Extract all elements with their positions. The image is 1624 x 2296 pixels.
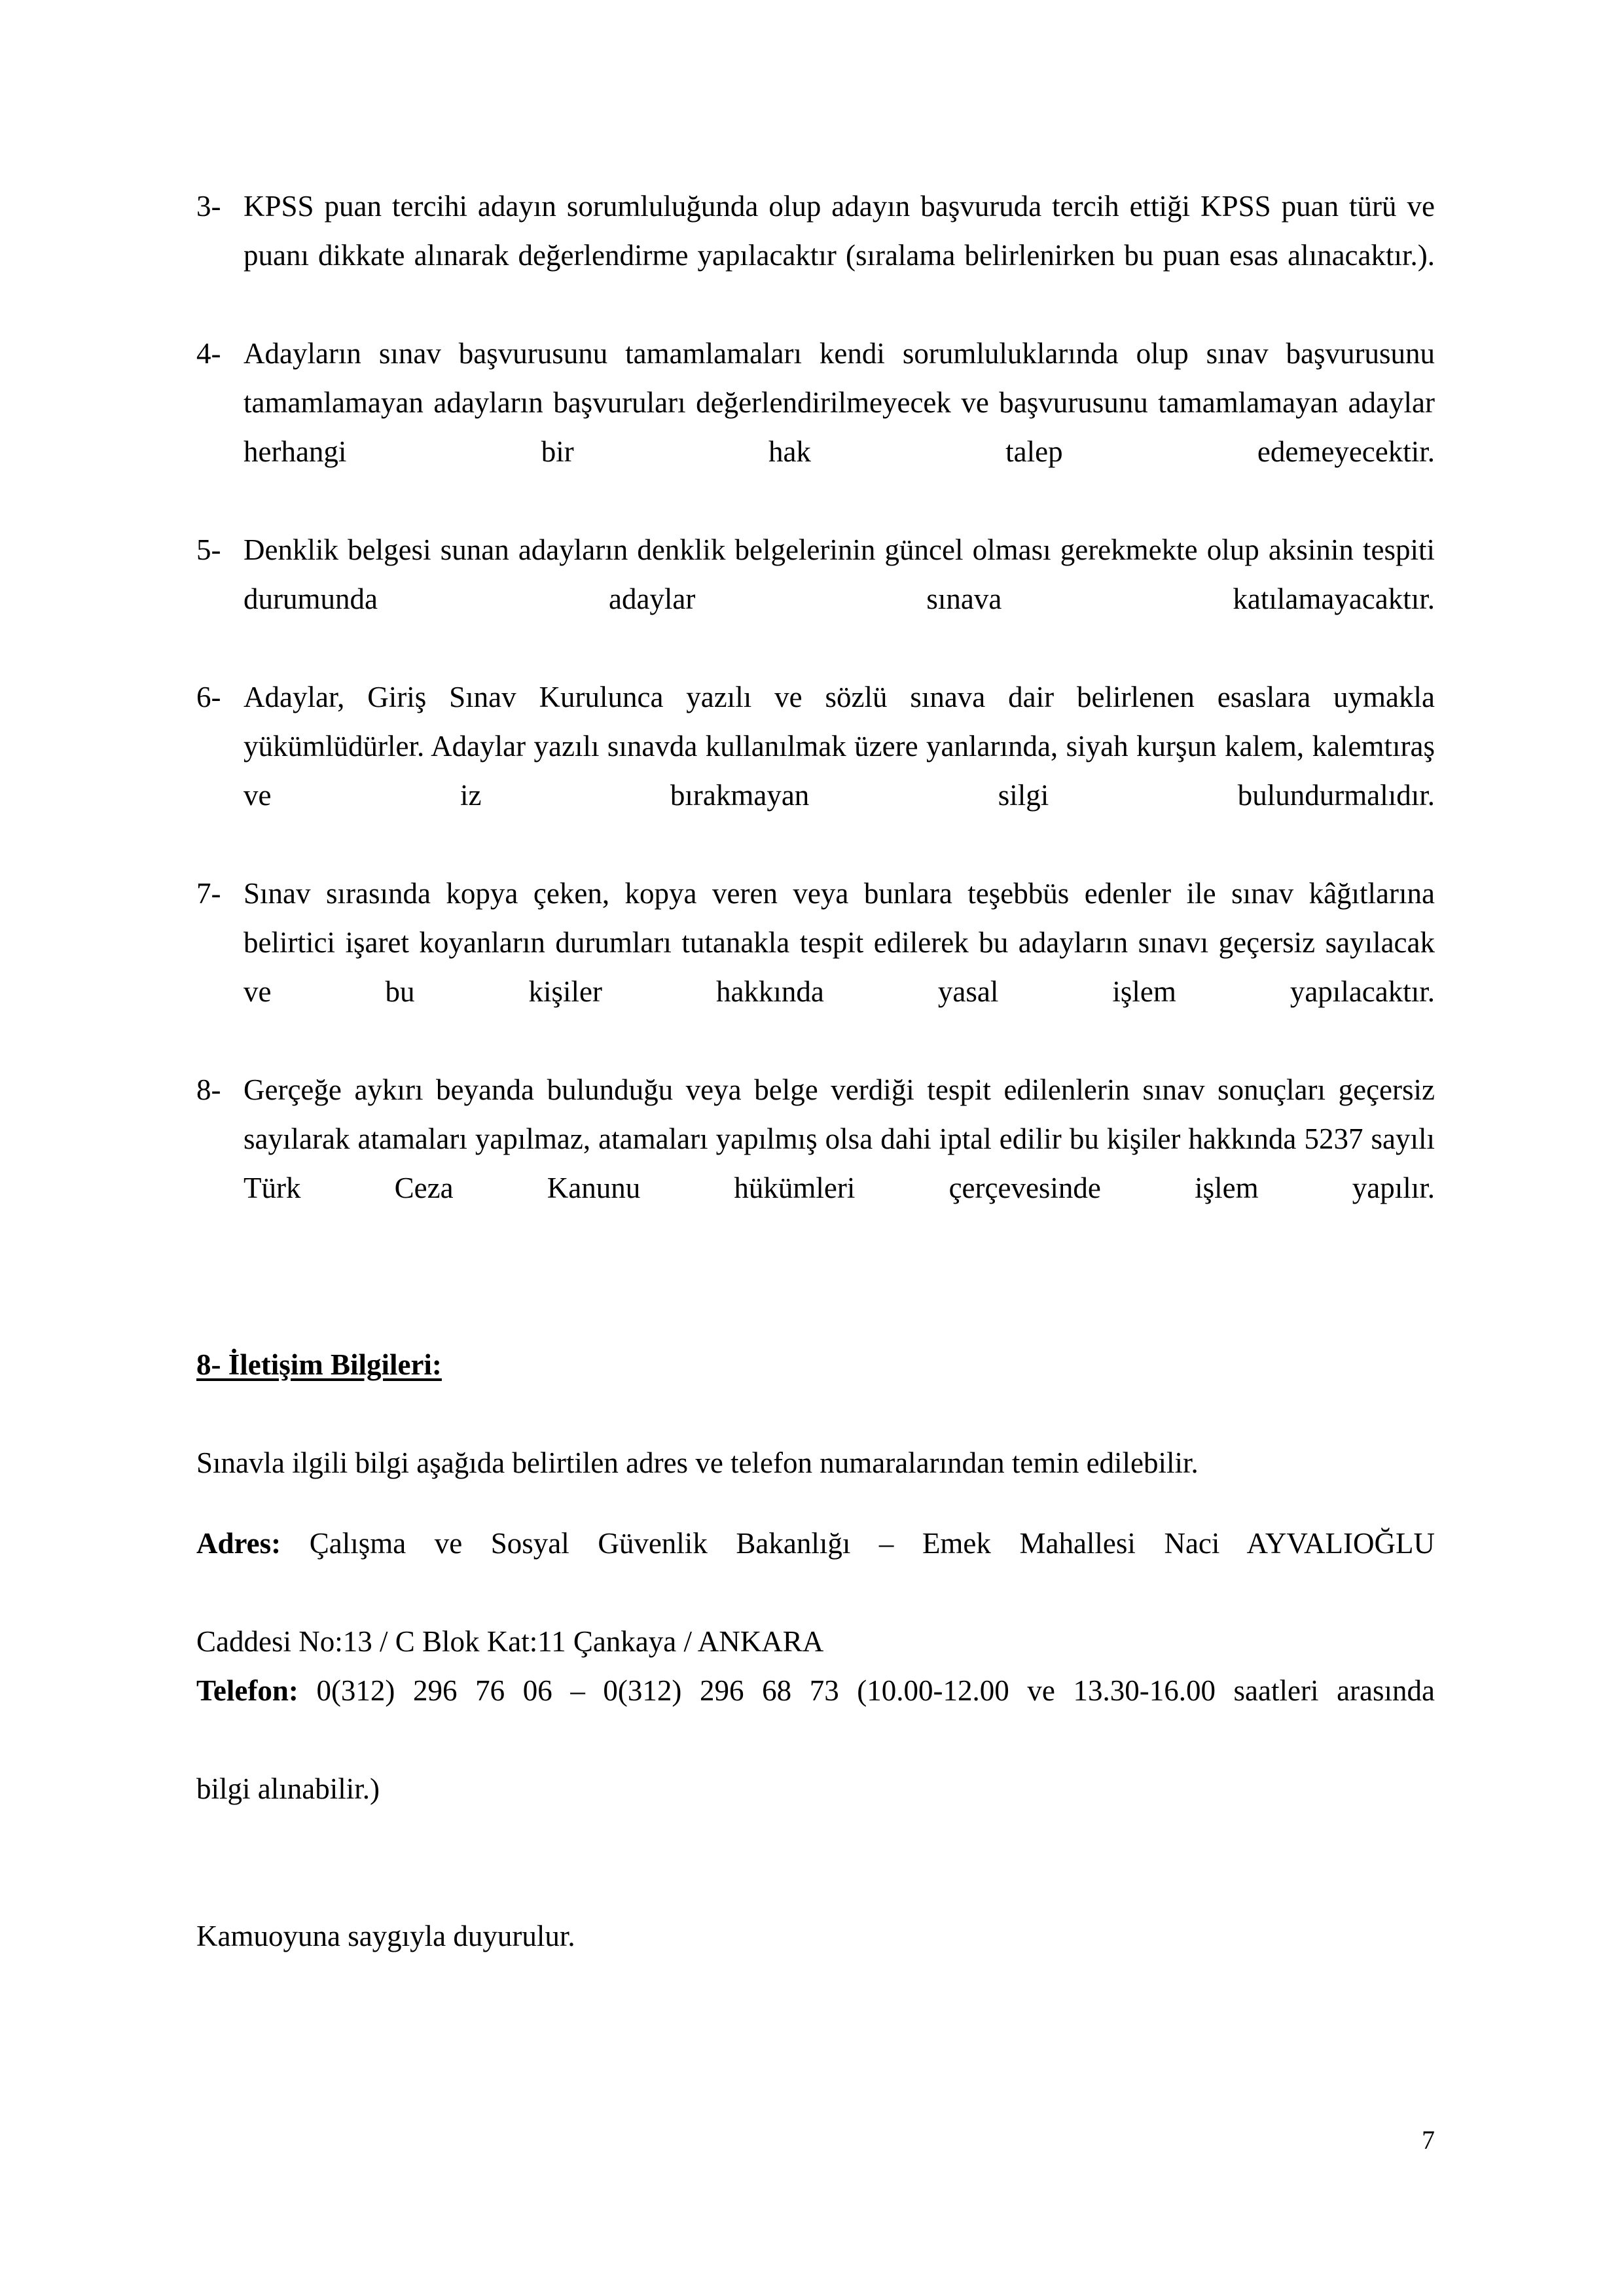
list-item xyxy=(196,182,1435,329)
list-item-text: Gerçeğe aykırı beyanda bulunduğu veya belge verdiği tespit edilenlerin sınav sonuçları geçersiz sayılarak atamaları yapılmaz, atamaları yapılmış olsa dahi iptal edilir bu kişiler hakkında 5237 sayılı Türk Ceza Kanunu hükümleri çerçevesinde işlem yapılır. xyxy=(244,1073,1435,1204)
address-block xyxy=(196,1519,1435,1814)
contact-section-heading: 8- İletişim Bilgileri: xyxy=(196,1348,442,1381)
contact-intro-paragraph: Sınavla ilgili bilgi aşağıda belirtilen adres ve telefon numaralarından temin edilebilir. xyxy=(196,1446,1199,1479)
phone-line xyxy=(196,1666,1435,1765)
list-item-text: Sınav sırasında kopya çeken, kopya veren veya bunlara teşebbüs edenler ile sınav kâğıtlarına belirtici işaret koyanların durumları tutanakla tespit edilerek bu adayların sınavı geçersiz sayılacak ve bu kişiler hakkında yasal işlem yapılacaktır. xyxy=(244,877,1435,1008)
list-item-text: Adayların sınav başvurusunu tamamlamaları kendi sorumluluklarında olup sınav başvurusunu tamamlamayan adayların başvuruları değerlendirilmeyecek ve başvurusunu tamamlamayan adaylar herhangi bir hak talep edemeyecektir. xyxy=(244,337,1435,468)
list-item-marker: 4- xyxy=(196,337,221,370)
list-item-marker: 6- xyxy=(196,681,221,713)
list-item xyxy=(196,673,1435,869)
list-item-text: KPSS puan tercihi adayın sorumluluğunda olup adayın başvuruda tercih ettiği KPSS puan türü ve puanı dikkate alınarak değerlendirme yapılacaktır (sıralama belirlenirken bu puan esas alınacaktır.). xyxy=(244,190,1435,272)
phone-value: 0(312) 296 76 06 – 0(312) 296 68 73 (10.00-12.00 ve 13.30-16.00 saatleri arasında xyxy=(298,1674,1435,1707)
phone-value-continued: bilgi alınabilir.) xyxy=(196,1772,380,1805)
page-content xyxy=(196,182,1435,1961)
spacer xyxy=(196,1814,1435,1912)
numbered-list xyxy=(196,182,1435,1262)
page-number: 7 xyxy=(1422,2125,1435,2155)
address-label: Adres: xyxy=(196,1527,281,1560)
list-item xyxy=(196,526,1435,673)
address-line-2 xyxy=(196,1617,1435,1666)
list-item-text: Denklik belgesi sunan adayların denklik belgelerinin güncel olması gerekmekte olup aksinin tespiti durumunda adaylar sınava katılamayacaktır. xyxy=(244,533,1435,615)
phone-line-continued xyxy=(196,1765,1435,1814)
list-item-marker: 7- xyxy=(196,877,221,910)
contact-heading-wrapper xyxy=(196,1340,1435,1390)
list-item xyxy=(196,869,1435,1066)
list-item-marker: 5- xyxy=(196,533,221,566)
list-item-marker: 8- xyxy=(196,1073,221,1106)
closing-paragraph: Kamuoyuna saygıyla duyurulur. xyxy=(196,1920,575,1952)
list-item xyxy=(196,329,1435,526)
list-item-marker: 3- xyxy=(196,190,221,223)
spacer xyxy=(196,1488,1435,1519)
address-line-1-text: Çalışma ve Sosyal Güvenlik Bakanlığı – Emek Mahallesi Naci AYVALIOĞLU xyxy=(281,1527,1435,1560)
list-item xyxy=(196,1066,1435,1262)
spacer xyxy=(196,1390,1435,1439)
phone-label: Telefon: xyxy=(196,1674,298,1707)
address-line-1 xyxy=(196,1519,1435,1617)
list-item-text: Adaylar, Giriş Sınav Kurulunca yazılı ve sözlü sınava dair belirlenen esaslara uymakla yükümlüdürler. Adaylar yazılı sınavda kullanılmak üzere yanlarında, siyah kurşun kalem, kalemtıraş ve iz bırakmayan silgi bulundurmalıdır. xyxy=(244,681,1435,812)
address-line-2-text: Caddesi No:13 / C Blok Kat:11 Çankaya / ANKARA xyxy=(196,1625,824,1658)
